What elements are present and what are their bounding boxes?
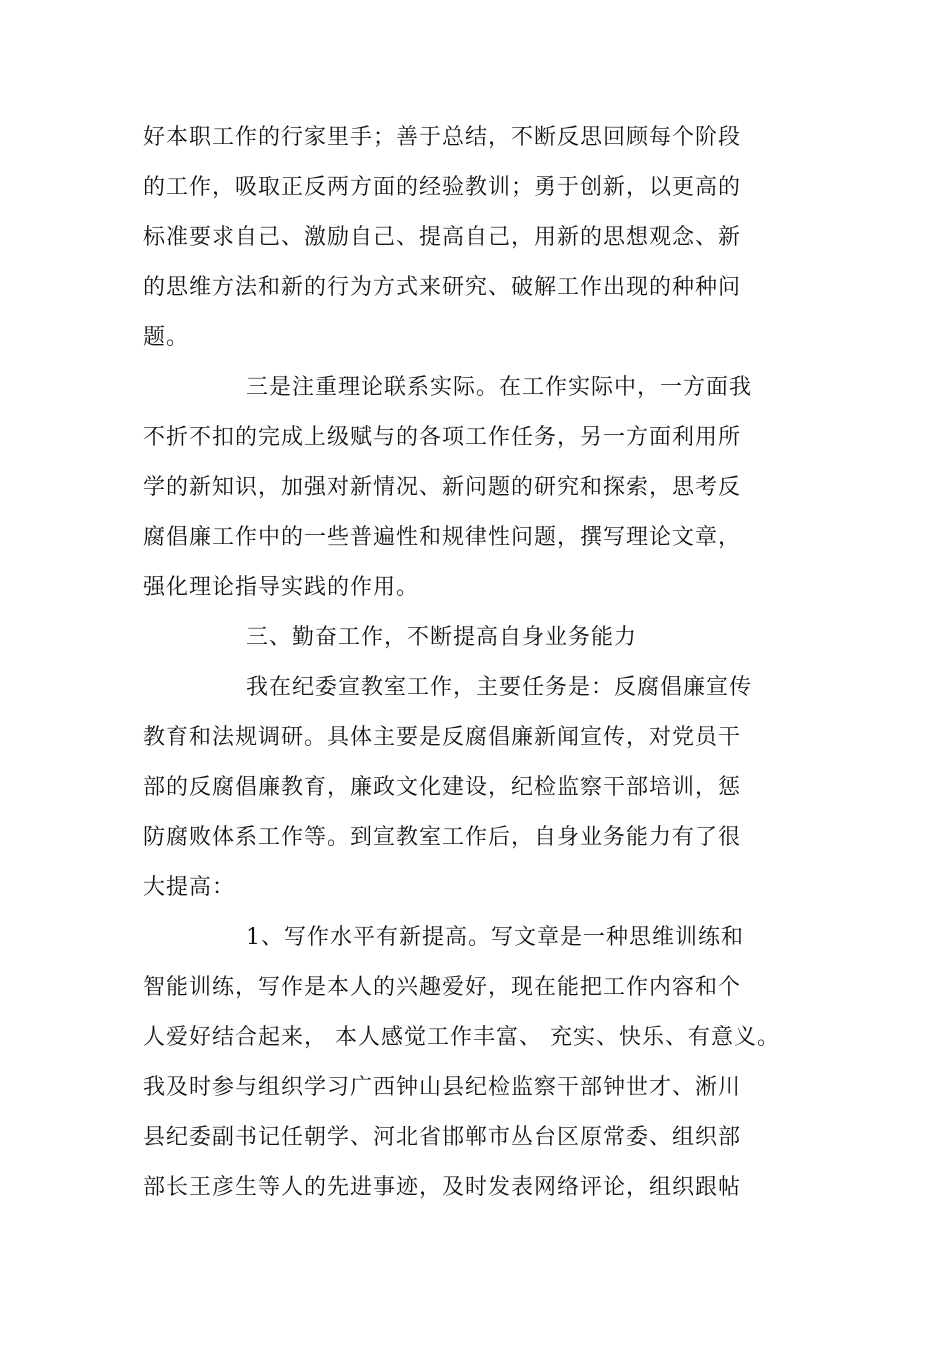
- section-heading: 三、勤奋工作，不断提高自身业务能力: [246, 625, 638, 650]
- text-line-1: 好本职工作的行家里手；善于总结，不断反思回顾每个阶段: [143, 125, 742, 150]
- text-line-16: 大提高：: [143, 875, 236, 900]
- text-line-2: 的工作，吸取正反两方面的经验教训；勇于创新，以更高的: [143, 175, 742, 200]
- text-line-14: 部的反腐倡廉教育，廉政文化建设，纪检监察干部培训，惩: [143, 775, 742, 800]
- text-line-9: 腐倡廉工作中的一些普遍性和规律性问题，撰写理论文章，: [143, 525, 742, 550]
- text-line-10: 强化理论指导实践的作用。: [143, 575, 420, 600]
- text-line-17: 1、写作水平有新提高。写文章是一种思维训练和: [246, 925, 744, 950]
- text-line-13: 教育和法规调研。具体主要是反腐倡廉新闻宣传，对党员干: [143, 725, 742, 750]
- text-line-15: 防腐败体系工作等。到宣教室工作后，自身业务能力有了很: [143, 825, 742, 850]
- text-line-19: 人爱好结合起来， 本人感觉工作丰富、 充实、快乐、有意义。: [143, 1025, 780, 1050]
- text-line-3: 标准要求自己、激励自己、提高自己，用新的思想观念、新: [143, 225, 742, 250]
- text-line-6: 三是注重理论联系实际。在工作实际中，一方面我: [246, 375, 753, 400]
- text-line-8: 学的新知识，加强对新情况、新问题的研究和探索，思考反: [143, 475, 742, 500]
- text-line-18: 智能训练，写作是本人的兴趣爱好，现在能把工作内容和个: [143, 975, 742, 1000]
- text-line-12: 我在纪委宣教室工作，主要任务是：反腐倡廉宣传: [246, 675, 753, 700]
- text-line-22: 部长王彦生等人的先进事迹，及时发表网络评论，组织跟帖: [143, 1175, 742, 1200]
- text-line-4: 的思维方法和新的行为方式来研究、破解工作出现的种种问: [143, 275, 742, 300]
- text-line-21: 县纪委副书记任朝学、河北省邯郸市丛台区原常委、组织部: [143, 1125, 742, 1150]
- text-line-20: 我及时参与组织学习广西钟山县纪检监察干部钟世才、淅川: [143, 1075, 742, 1100]
- text-line-5: 题。: [143, 325, 190, 350]
- text-line-7: 不折不扣的完成上级赋与的各项工作任务，另一方面利用所: [143, 425, 742, 450]
